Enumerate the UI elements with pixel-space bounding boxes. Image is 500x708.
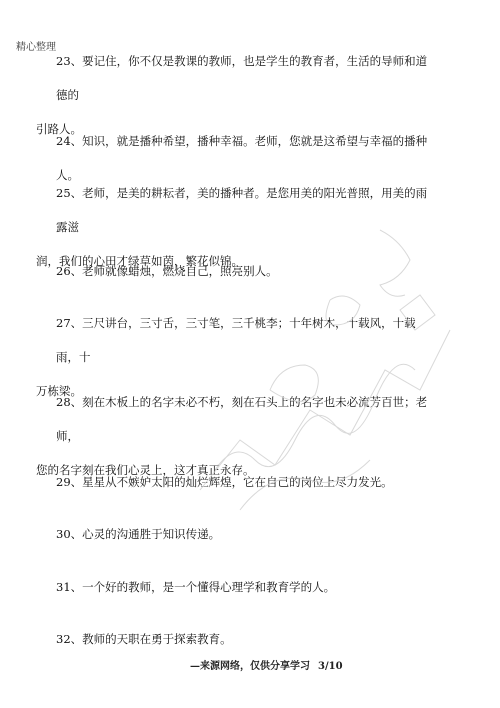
item-line-1: 24、知识，就是播种希望，播种幸福。老师，您就是这希望与幸福的播种人。 — [56, 134, 428, 182]
item-line-1: 26、老师就像蜡烛，燃烧自己，照亮别人。 — [56, 264, 278, 278]
item-line-1: 25、老师，是美的耕耘者，美的播种者。是您用美的阳光普照，用美的雨露滋 — [56, 186, 428, 234]
page-footer — [190, 657, 343, 672]
list-item-29 — [36, 465, 436, 499]
page-header-label: 精心整理 — [16, 42, 56, 53]
item-line-1: 23、要记住，你不仅是教课的教师，也是学生的教育者，生活的导师和道德的 — [56, 54, 428, 102]
item-line-1: 28、刻在木板上的名字未必不朽，刻在石头上的名字也未必流芳百世；老师， — [56, 395, 428, 443]
item-line-1: 32、教师的天职在勇于探索教育。 — [56, 632, 232, 646]
item-line-1: 31、一个好的教师，是一个懂得心理学和教育学的人。 — [56, 580, 336, 594]
item-line-1: 29、星星从不嫉妒太阳的灿烂辉煌，它在自己的岗位上尽力发光。 — [56, 475, 393, 489]
list-item-30 — [36, 517, 436, 551]
item-line-1: 27、三尺讲台，三寸舌，三寸笔，三千桃李；十年树木，十载风，十载雨，十 — [56, 316, 416, 364]
item-line-2: 您的名字刻在我们心灵上，这才真正永存。 — [36, 463, 255, 477]
list-item-26 — [36, 254, 436, 288]
item-line-2: 万栋梁。 — [36, 384, 82, 398]
list-item-32 — [36, 622, 436, 656]
page-number: 3/10 — [318, 661, 343, 672]
item-line-1: 30、心灵的沟通胜于知识传递。 — [56, 527, 221, 541]
footer-source: —来源网络，仅供分享学习 — [190, 661, 310, 672]
item-line-2: 润，我们的心田才绿草如茵，繁花似锦。 — [36, 254, 243, 268]
item-line-2: 引路人。 — [36, 122, 82, 136]
list-item-31 — [36, 570, 436, 604]
